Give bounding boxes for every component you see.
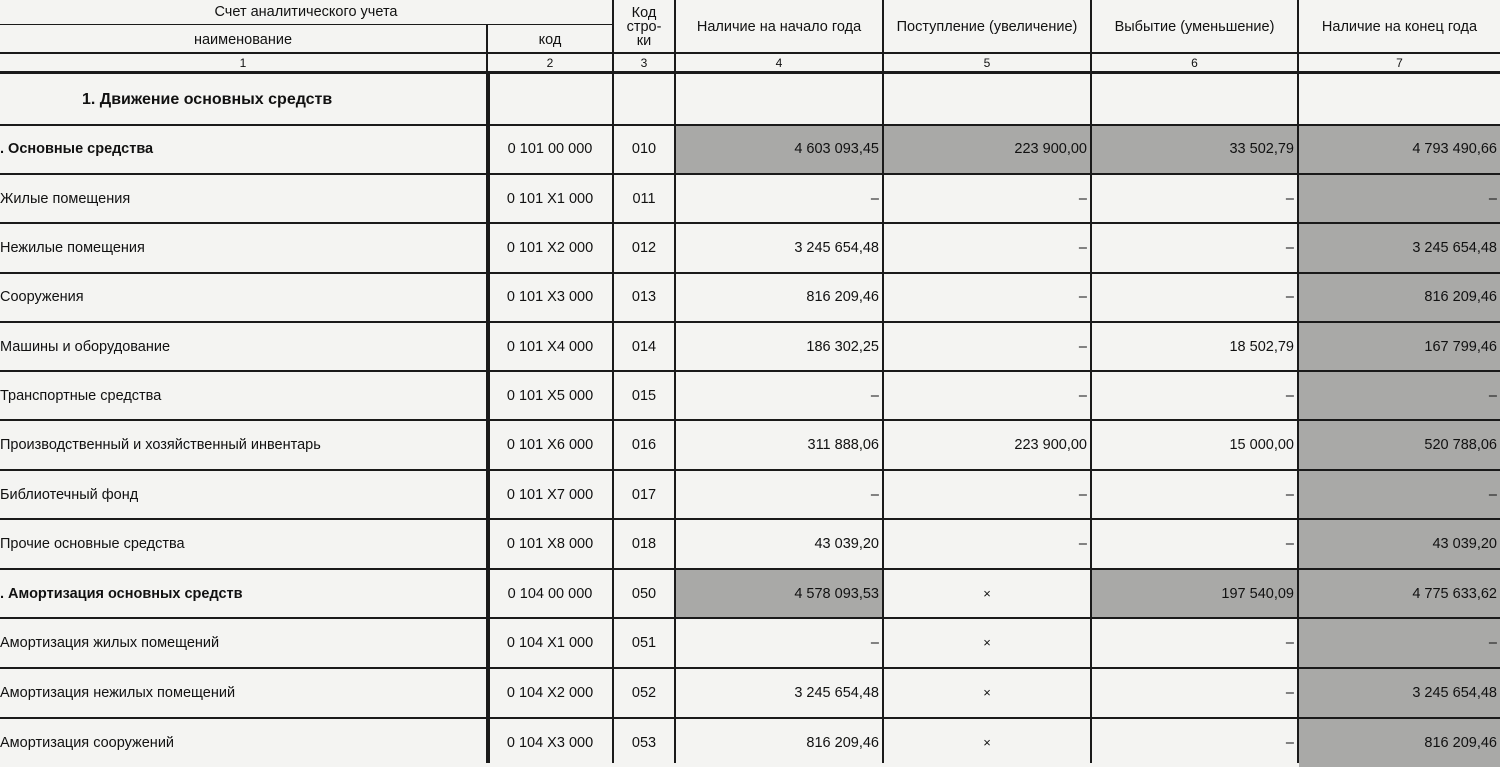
header-end-year: Наличие на конец года <box>1321 18 1478 35</box>
row-inflow-value: – <box>1078 486 1087 503</box>
row-outflow-value: – <box>1285 239 1294 256</box>
row-outflow-value: 15 000,00 <box>1229 436 1294 453</box>
header-line-code <box>614 0 674 53</box>
row-inflow-value: 223 900,00 <box>884 124 1090 173</box>
row-inflow-value: – <box>1078 190 1087 207</box>
row-name: . Основные средства <box>0 140 154 157</box>
header-col-divider <box>612 0 614 74</box>
row-name: Транспортные средства <box>0 387 162 404</box>
row-name: Сооружения <box>0 288 84 305</box>
row-border <box>0 469 1500 471</box>
row-name: Прочие основные средства <box>0 535 185 552</box>
row-begin-year-value: – <box>870 486 879 503</box>
row-outflow-value: – <box>1285 288 1294 305</box>
row-name: Библиотечный фонд <box>0 486 139 503</box>
row-line-code: 051 <box>631 634 657 651</box>
header-col-divider <box>1090 0 1092 74</box>
row-begin-year-value: 3 245 654,48 <box>794 239 879 256</box>
row-inflow-value: × <box>983 685 991 700</box>
header-account-group: Счет аналитического учета <box>214 4 398 20</box>
row-account-code: 0 101 X1 000 <box>506 190 594 207</box>
row-line-code: 016 <box>631 436 657 453</box>
header-col-divider <box>1297 0 1299 74</box>
header-begin-year: Наличие на начало года <box>696 18 862 35</box>
row-border <box>0 667 1500 669</box>
row-line-code: 011 <box>632 190 656 207</box>
row-account-code: 0 101 X3 000 <box>506 288 594 305</box>
header-line-code-part1: Код <box>631 4 657 21</box>
row-name: Жилые помещения <box>0 190 131 207</box>
row-end-year-value: 43 039,20 <box>1299 519 1500 568</box>
row-border <box>0 321 1500 323</box>
row-inflow-value: – <box>1078 288 1087 305</box>
row-outflow-value: – <box>1285 535 1294 552</box>
row-end-year-value: – <box>1299 470 1500 519</box>
row-name: . Амортизация основных средств <box>0 585 243 602</box>
row-line-code: 012 <box>631 239 657 256</box>
row-end-year-value: 3 245 654,48 <box>1299 223 1500 272</box>
row-begin-year-value: 4 603 093,45 <box>676 124 882 173</box>
section-title: 1. Движение основных средств <box>82 91 333 108</box>
row-inflow-value: × <box>983 635 991 650</box>
row-account-code: 0 101 00 000 <box>507 140 593 157</box>
row-begin-year-value: – <box>870 387 879 404</box>
row-begin-year-value: 816 209,46 <box>806 288 879 305</box>
row-line-code: 017 <box>631 486 657 503</box>
row-begin-year-value: 311 888,06 <box>807 436 879 453</box>
row-begin-year-value: 4 578 093,53 <box>676 569 882 618</box>
row-name: Амортизация нежилых помещений <box>0 684 236 701</box>
row-border <box>0 717 1500 719</box>
row-outflow-value: 18 502,79 <box>1229 338 1294 355</box>
row-outflow-value: – <box>1285 734 1294 751</box>
row-account-code: 0 101 X6 000 <box>506 436 594 453</box>
row-outflow-value: – <box>1285 634 1294 651</box>
header-bottom-border <box>0 52 1500 54</box>
header-col-divider <box>674 0 676 74</box>
header-outflow: Выбытие (уменьшение) <box>1114 18 1275 35</box>
row-inflow-value: – <box>1078 387 1087 404</box>
row-inflow-value: – <box>1078 535 1087 552</box>
header-col-divider <box>882 0 884 74</box>
row-border <box>0 173 1500 175</box>
row-account-code: 0 104 X2 000 <box>506 684 594 701</box>
col-number-6: 6 <box>1191 55 1198 70</box>
row-account-code: 0 101 X2 000 <box>506 239 594 256</box>
row-inflow-value: 223 900,00 <box>1014 436 1087 453</box>
header-code: код <box>538 31 562 48</box>
row-account-code: 0 101 X8 000 <box>506 535 594 552</box>
row-end-year-value: 4 793 490,66 <box>1299 124 1500 173</box>
row-account-code: 0 101 X7 000 <box>506 486 594 503</box>
row-name: Машины и оборудование <box>0 338 171 355</box>
row-inflow-value: × <box>983 586 991 601</box>
row-inflow-value: – <box>1078 239 1087 256</box>
row-end-year-value: 167 799,46 <box>1299 322 1500 371</box>
row-inflow-value: × <box>983 735 991 750</box>
row-name: Амортизация жилых помещений <box>0 634 220 651</box>
row-end-year-value: – <box>1299 174 1500 223</box>
row-name: Нежилые помещения <box>0 239 145 256</box>
row-line-code: 010 <box>631 140 657 157</box>
row-border <box>0 370 1500 372</box>
col-number-4: 4 <box>775 55 783 70</box>
row-outflow-value: 33 502,79 <box>1092 124 1297 173</box>
row-end-year-value: 4 775 633,62 <box>1299 569 1500 618</box>
row-line-code: 018 <box>631 535 657 552</box>
row-end-year-value: 520 788,06 <box>1299 420 1500 469</box>
row-line-code: 052 <box>631 684 657 701</box>
header-col-divider <box>486 24 488 74</box>
row-begin-year-value: 3 245 654,48 <box>794 684 879 701</box>
row-border <box>0 419 1500 421</box>
row-end-year-value: – <box>1299 618 1500 667</box>
row-end-year-value: 3 245 654,48 <box>1299 668 1500 717</box>
col-number-5: 5 <box>983 55 991 70</box>
row-border <box>0 124 1500 126</box>
row-outflow-value: – <box>1285 684 1294 701</box>
column-numbers-bottom-border <box>0 71 1500 74</box>
row-outflow-value: – <box>1285 387 1294 404</box>
row-account-code: 0 101 X4 000 <box>506 338 594 355</box>
row-inflow-value: – <box>1078 338 1087 355</box>
row-end-year-value: – <box>1299 371 1500 420</box>
row-outflow-value: – <box>1285 190 1294 207</box>
row-account-code: 0 104 X3 000 <box>506 734 594 751</box>
row-begin-year-value: 43 039,20 <box>814 535 879 552</box>
row-border <box>0 568 1500 570</box>
row-end-year-value: 816 209,46 <box>1299 718 1500 767</box>
header-divider <box>0 24 614 25</box>
row-account-code: 0 101 X5 000 <box>506 387 594 404</box>
row-outflow-value: – <box>1285 486 1294 503</box>
row-begin-year-value: – <box>870 634 879 651</box>
row-line-code: 050 <box>631 585 657 602</box>
row-begin-year-value: 186 302,25 <box>806 338 879 355</box>
row-border <box>0 222 1500 224</box>
row-begin-year-value: 816 209,46 <box>806 734 879 751</box>
col-number-2: 2 <box>546 55 554 70</box>
row-line-code: 014 <box>631 338 657 355</box>
col-number-1: 1 <box>239 55 247 70</box>
row-outflow-value: 197 540,09 <box>1092 569 1297 618</box>
row-account-code: 0 104 00 000 <box>507 585 593 602</box>
header-line-code-part2: стро- <box>626 18 662 35</box>
col-number-7: 7 <box>1396 55 1403 70</box>
col-number-3: 3 <box>640 55 648 70</box>
row-begin-year-value: – <box>870 190 879 207</box>
row-name: Производственный и хозяйственный инвентарь <box>0 436 321 453</box>
row-line-code: 015 <box>631 387 657 404</box>
header-name: наименование <box>193 31 293 48</box>
row-border <box>0 272 1500 274</box>
row-border <box>0 617 1500 619</box>
header-line-code-part3: ки <box>636 32 652 49</box>
row-name: Амортизация сооружений <box>0 734 175 751</box>
row-border <box>0 518 1500 520</box>
header-inflow: Поступление (увеличение) <box>896 18 1078 35</box>
row-end-year-value: 816 209,46 <box>1299 272 1500 321</box>
row-line-code: 053 <box>631 734 657 751</box>
row-account-code: 0 104 X1 000 <box>506 634 594 651</box>
row-line-code: 013 <box>631 288 657 305</box>
